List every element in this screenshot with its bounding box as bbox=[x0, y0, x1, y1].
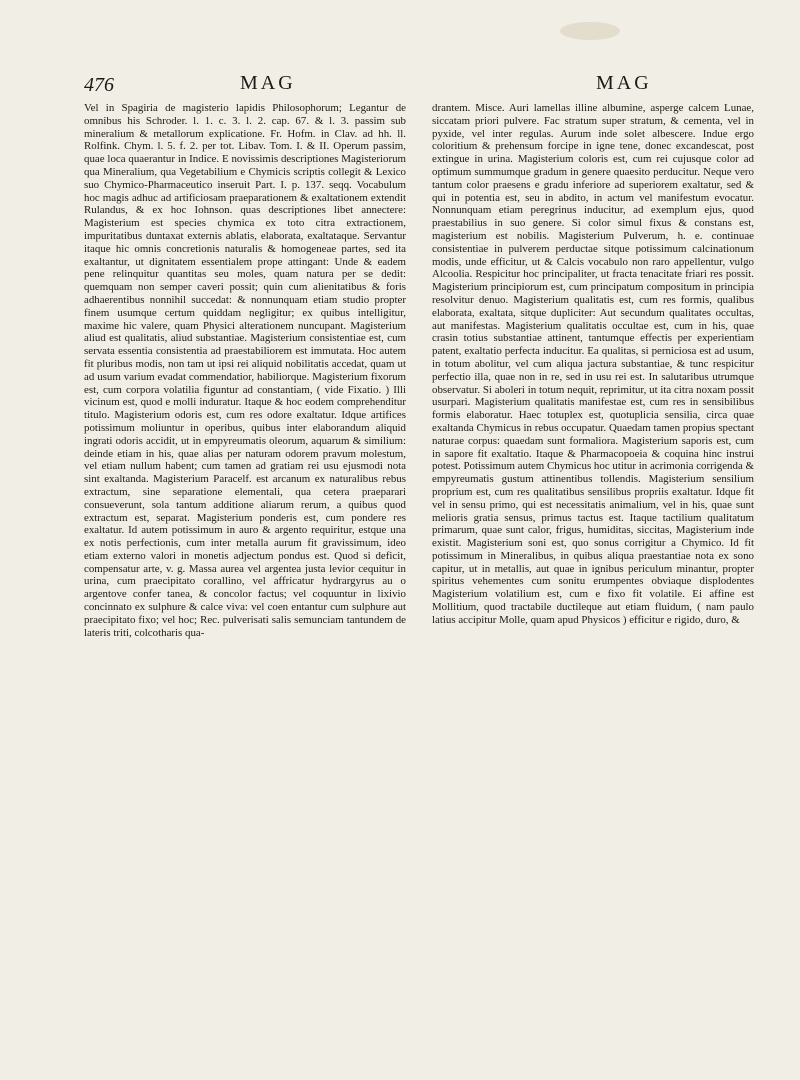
left-column-text: Vel in Spagiria de magisterio lapidis Philosophorum; Legantur de omnibus his Schroder. l. 1. c. 3. l. 2. cap. 67. & l. 3. passim sub mineralium & metallorum explicatione. Fr. Hofm. in Clav. ad hh. ll. Rolfink. Chym. l. 5. f. 2. per tot. Libav. Tom. I. & II. Operum passim, quae loca quaerantur in Indice. E novissimis descriptiones Magisteriorum qua Mineralium, qua Vegetabilium e Chymicis scriptis collegit & Lexico suo Chymico-Pharmaceutico inseruit Part. I. p. 137. seqq. Vocabulum hoc magis adhuc ad artificiosam praeparationem & exaltationem extendit Rulandus, & ex hoc Iohnson. quas descriptiones libet annectere: Magisterium est species chymica ex toto citra extractionem, impuritatibus duntaxat externis ablatis, elaborata, exaltataque. Servantur itaque hic omnis concretionis naturalis & homogeneae partes, sed ita exaltantur, ut dignitatem essentialem prope attingant: Unde & eadem pene relinquitur quantitas seu moles, quam natura per se dedit: quemquam non semper caveri possit; quin cum alienitatibus & foris adhaerentibus nonnihil succedat: & nonnunquam etiam studio propter finem usumque certum quiddam negligitur; ex quibus intelligitur, maxime hic valere, quam Physici alterationem nuncupant. Magisterium aliud est qualitatis, aliud substantiae. Magisterium consistentiae est, cum servata essentia consistentia ad praestabiliorem est immutata. Hoc autem fit pluribus modis, non tam ut ipsi rei aliquid nobilitatis accedat, quam ut ad usum varium evadat commendatior, habiliorque. Magisterium fixorum est, cum corpora volatilia figuntur ad constantiam, ( vide Fixatio. ) Illi vicinum est, quod e molli induratur. Itaque & hoc eodem comprehenditur titulo. Magisterium odoris est, cum res odore exaltatur. Idque artifices potissimum moliuntur in operibus, quibus inter elaborandum aliquid ingrati odoris accidit, ut in empyreumatis oleorum, aquarum & similium: deinde etiam in his, quae alias per naturam odorem pravum molestum, vel etiam nullum habent; cum tamen ad gratiam rei usu ejusmodi nota sint exaltanda. Magisterium Paracelf. est arcanum ex naturalibus rebus extractum, sine separatione elementali, qua cetera praeparari consueverunt, sola tantum additione aliarum rerum, a quibus quod extractum est, separat. Magisterium ponderis est, cum pondere res exaltatur. Id autem potissimum in auro & argento requiritur, estque una ex notis perfectionis, cum inter metalla aurum fit gravissimum, ideo etiam externo valori in monetis adjectum pondus est. Quod si deficit, compensatur arte, v. g. Massa aurea vel argentea justa levior cequitur in urina, cum praecipitato corallino, vel affricatur hydrargyrus au o argentove confer tanea, & concolor factus; vel coquuntur in lixivio concinnato ex sulphure & calce viva: vel coen entantur cum sulphure aut praecipitato fixo; vel hoc; Rec. pulverisati salis semunciam tantundem de lateris triti, colcotharis qua- bbox=[84, 102, 406, 639]
right-column bbox=[432, 102, 754, 627]
running-head-right: MAG bbox=[596, 72, 652, 94]
running-head-left: MAG bbox=[240, 72, 296, 94]
right-column-text: drantem. Misce. Auri lamellas illine albumine, asperge calcem Lunae, siccatam priori pulvere. Fac stratum super stratum, & cementa, vel in pyxide, vel inter regulas. Aurum inde solet albescere. Indue ergo coloritium & prehensum forcipe in igne tene, donec excandescat, post extingue in urina. Magisterium coloris est, cum rei cujusque color ad optimum summumque gradum in genere quaesito perducitur. Neque vero tantum color praesens e gradu inferiore ad superiorem exaltatur, sed & qui in potentia est, seu in abdito, in actum vel manifestum evocatur. Nonnunquam etiam peregrinus inducitur, ad exemplum ejus, quod praestabilius in suo genere. Si color simul fixus & constans est, magisterium est nobilis. Magisterium Pulverum, h. e. continuae consistentiae in pulverem perductae sitque potissimum calcinationum modis, unde efficitur, ut & Calcis vocabulo non raro appellentur, vulgo Alcoolia. Respicitur hoc principaliter, ut fracta tenacitate friari res possit. Magisterium principiorum est, cum principatum compositum in principia resolvitur denuo. Magisterium qualitatis est, cum res formis, qualibus elaborata, exaltata, sitque dupliciter: Aut secundum qualitates occultas, aut manifestas. Magisterium qualitatis occultae est, cum in his, quae crasin totius substantiae attinent, tantumque effectis per experientiam patent, exaltatio perfecta inducitur. Ea qualitas, si perniciosa est ad usum, in totum abolitur, vel cum aliqua jactura substantiae, & tunc respicitur perfectio illa, quae non in re, sed in usu rei est. In salutaribus utrumque observatur. Si aboleri in totum nequit, reprimitur, ut ita citra noxam possit usurpari. Magisterium qualitatis manifestae est, cum res in sensibilibus formis elaboratur. Haec totuplex est, quotuplicia sensilia, circa quae exaltanda Chymicus in rebus occupatur. Quaedam tamen propius spectant naturae corpus: quaedam sunt formaliora. Magisterium saporis est, cum in sapore fit exaltatio. Itaque & Pharmacopoeia & coquina hinc instrui potest. Potissimum autem Chymicus hoc utitur in acrimonia corrigenda & empyreumatis gustum attinentibus tollendis. Magisterium sensilium proprium est, cum res qualitatibus sensilibus propriis exaltatur. Idque fit vel in sensu primo, qui est necessitatis animalium, vel in his, quae sunt melioris gratia sensus, primus tactus est. Itaque tactilium qualitatum primarum, quae sunt calor, frigus, humiditas, siccitas, Magisterium inde existit. Magisterium soni est, quo sonus corrigitur a Chymico. Id fit potissimum in Mineralibus, in quibus aliqua praestantiae nota ex sono capitur, ut in metallis, aut quae in ignibus periculum minantur, propter spiritus vehementes cum sonitu erumpentes obviaque displodentes Magisterium volatilium est, cum e fixo fit volatile. Ei affine est Mollitium, quod tractabile ductileque aut etiam fluidum, ( nam paulo latius accipitur Molle, quam apud Physicos ) efficitur e rigido, duro, & bbox=[432, 102, 754, 626]
paper-stain bbox=[560, 22, 620, 40]
left-column bbox=[84, 102, 406, 639]
page-number: 476 bbox=[84, 74, 114, 96]
page-header bbox=[84, 72, 764, 98]
